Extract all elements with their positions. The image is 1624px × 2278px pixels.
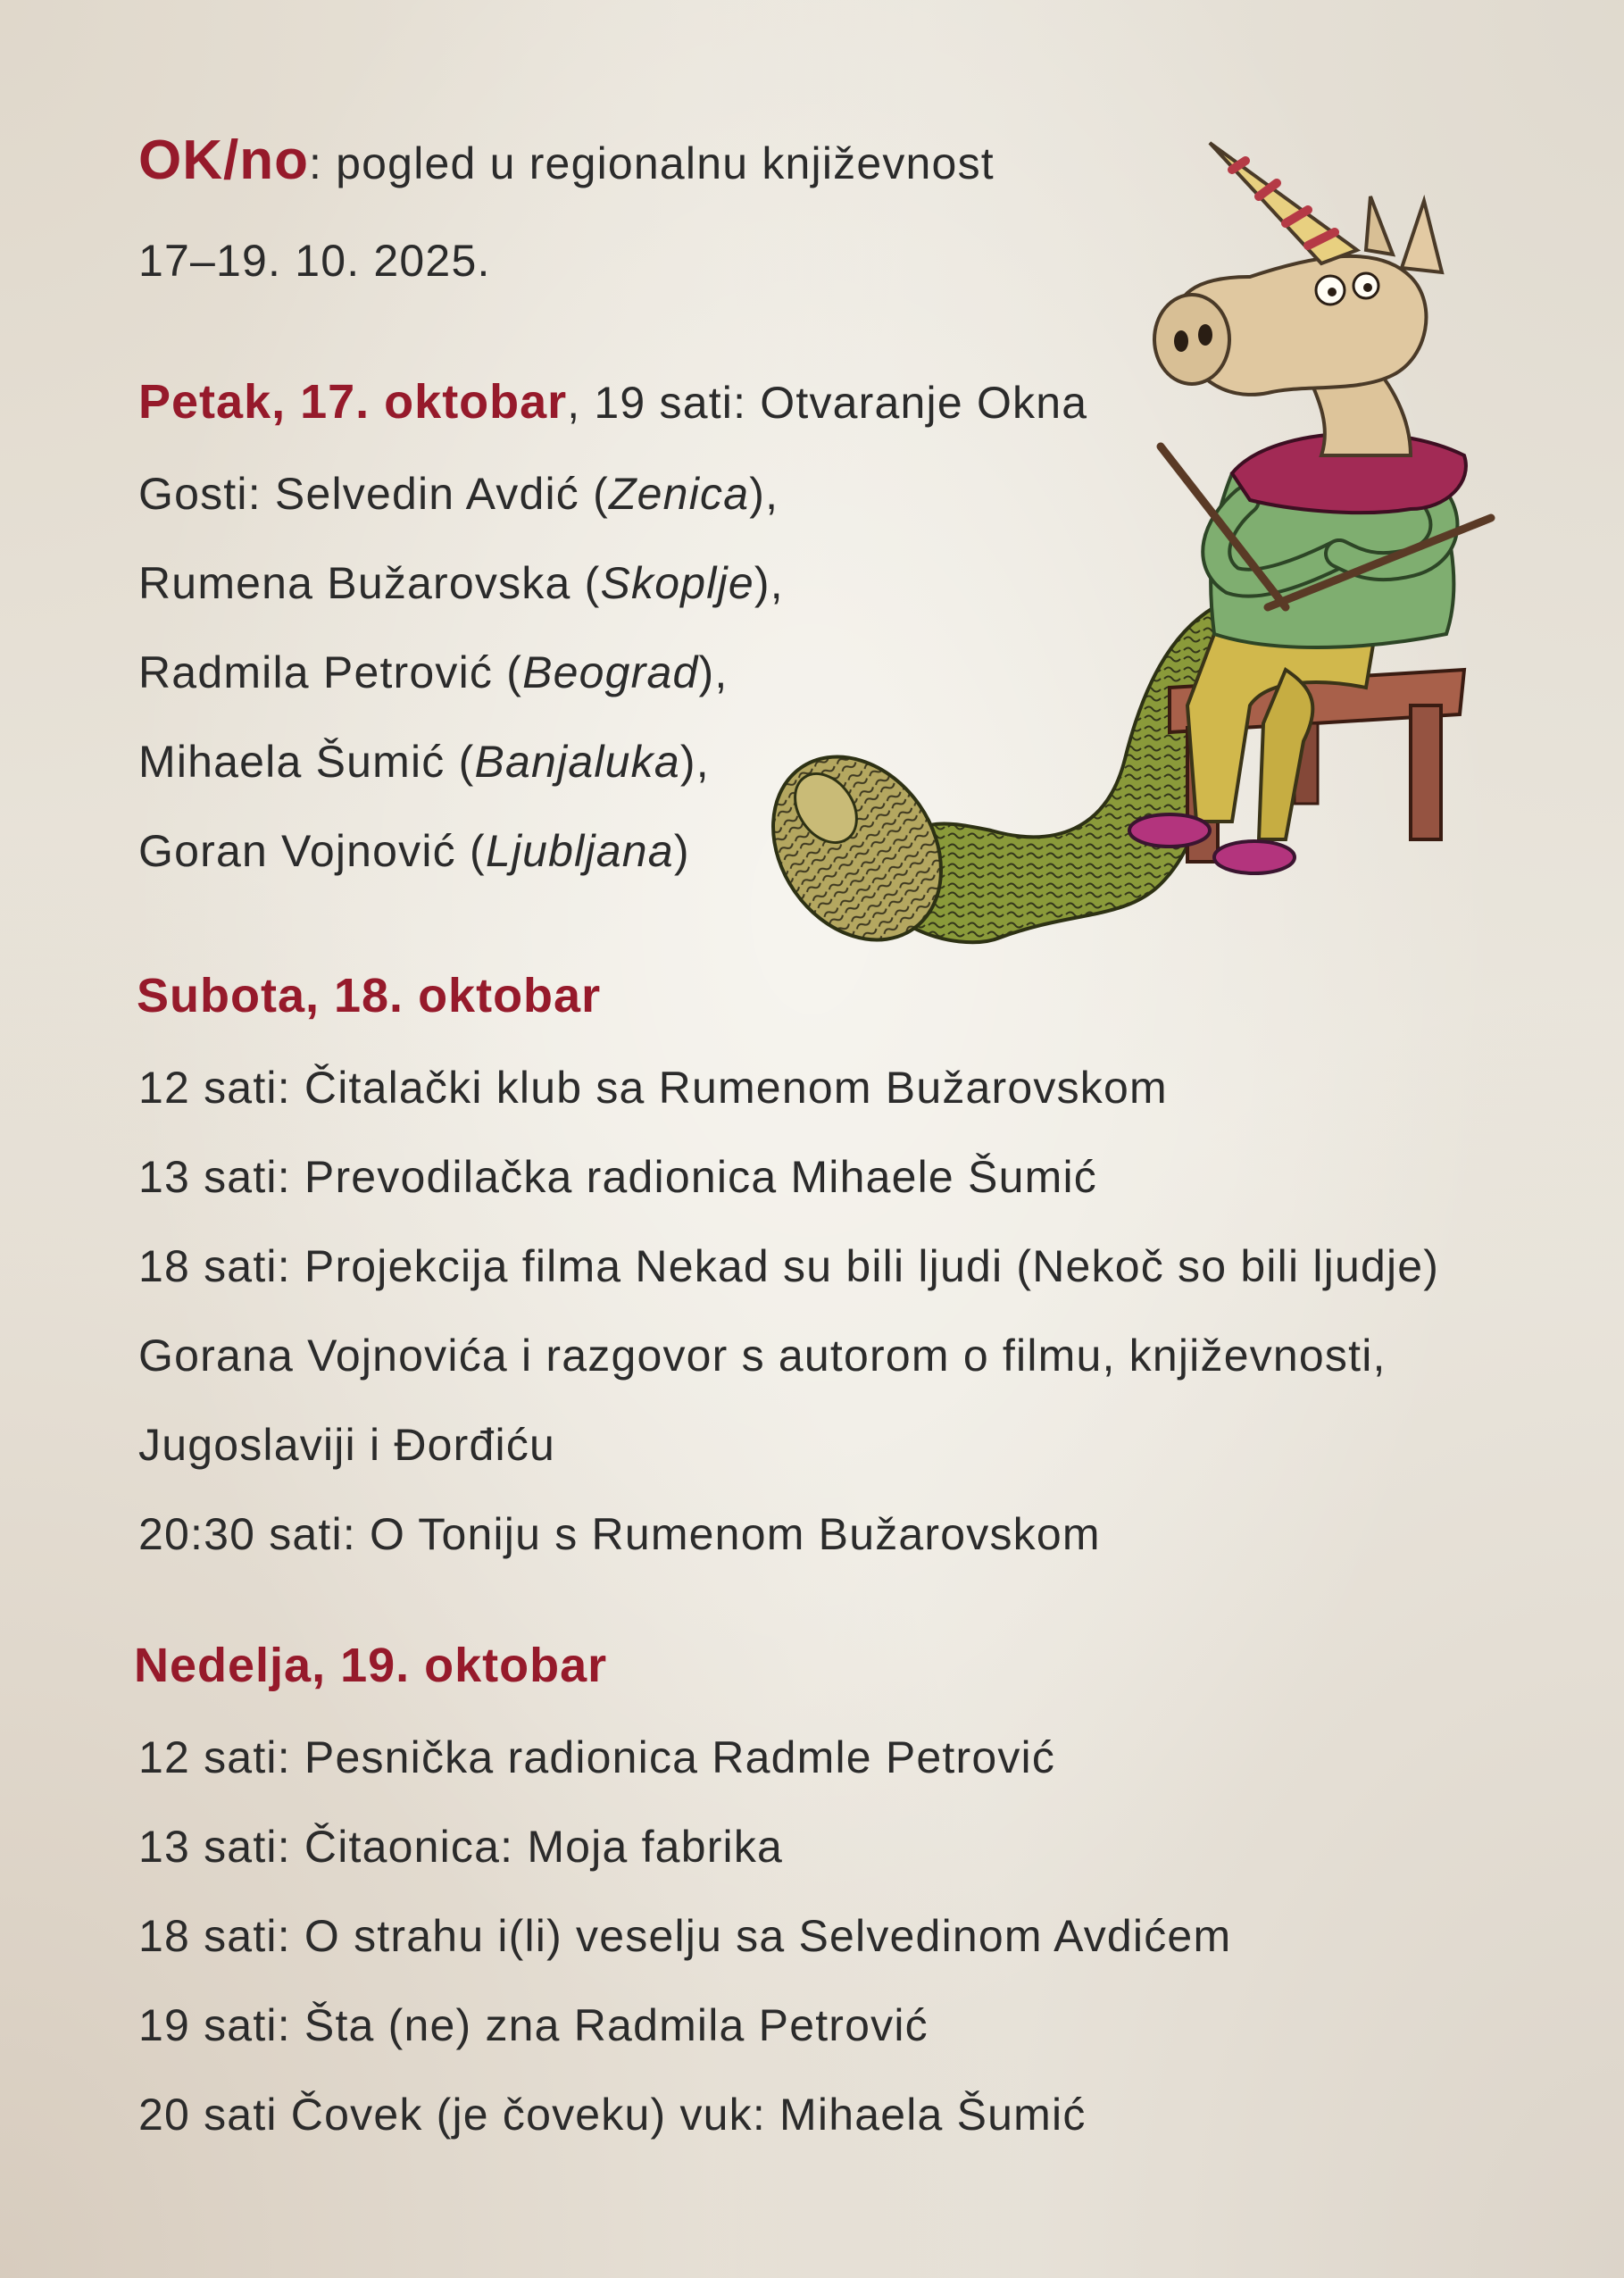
guest-end: ), [749,469,779,519]
saturday-event: Gorana Vojnovića i razgovor s autorom o filmu, književnosti, [138,1331,1387,1381]
brand-name: OK/no [138,129,309,191]
sunday-event: 18 sati: O strahu i(li) veselju sa Selvedinom Avdićem [138,1911,1232,1961]
saturday-event: Jugoslaviji i Đorđiću [138,1420,556,1470]
sunday-event: 20 sati Čovek (je čoveku) vuk: Mihaela Šumić [138,2090,1087,2140]
saturday-event: 18 sati: Projekcija filma Nekad su bili ljudi (Nekoč so bili ljudje) [138,1241,1440,1291]
guest-end: ), [754,558,784,608]
saturday-day: Subota, 18. oktobar [137,969,602,1022]
guest-name: Mihaela Šumić ( [138,737,475,787]
unicorn-ear [1366,196,1393,255]
saturday-event: 13 sati: Prevodilačka radionica Mihaele Šumić [138,1152,1097,1202]
guests-prefix: Gosti: [138,469,275,519]
guest-line [138,467,779,521]
guest-city: Ljubljana [485,826,674,876]
friday-event: , 19 sati: Otvaranje Okna [567,378,1088,428]
guest-name: Goran Vojnović ( [138,826,486,876]
guest-end: ), [698,647,729,697]
unicorn-horn [1210,143,1357,263]
guest-name: Selvedin Avdić ( [274,469,609,519]
guest-city: Beograd [522,647,699,697]
unicorn-snout [1154,295,1229,384]
right-shoe [1214,841,1295,873]
guest-line [138,735,710,789]
guest-end: ), [679,737,710,787]
guest-city: Zenica [608,469,750,519]
knitting-unicorn-illustration [750,134,1500,991]
saturday-event: 20:30 sati: O Toniju s Rumenom Bužarovskom [138,1509,1101,1559]
guest-line [138,556,784,610]
sunday-event: 13 sati: Čitaonica: Moja fabrika [138,1822,784,1872]
guest-name: Radmila Petrović ( [138,647,523,697]
guest-line [138,646,728,699]
friday-day: Petak, 17. oktobar [138,375,568,429]
guest-city: Banjaluka [474,737,680,787]
saturday-event: 12 sati: Čitalački klub sa Rumenom Bužarovskom [138,1063,1168,1113]
guest-city: Skoplje [600,558,754,608]
guest-name: Rumena Bužarovska ( [138,558,601,608]
left-shoe [1129,814,1210,847]
event-subtitle: : pogled u regionalnu književnost [308,138,995,188]
unicorn-ear [1402,201,1442,272]
sunday-day: Nedelja, 19. oktobar [134,1639,608,1692]
event-dates: 17–19. 10. 2025. [138,236,491,286]
sunday-event: 12 sati: Pesnička radionica Radmle Petrović [138,1732,1056,1782]
sunday-event: 19 sati: Šta (ne) zna Radmila Petrović [138,2000,929,2050]
guest-line [138,824,690,878]
guest-end: ) [673,826,690,876]
